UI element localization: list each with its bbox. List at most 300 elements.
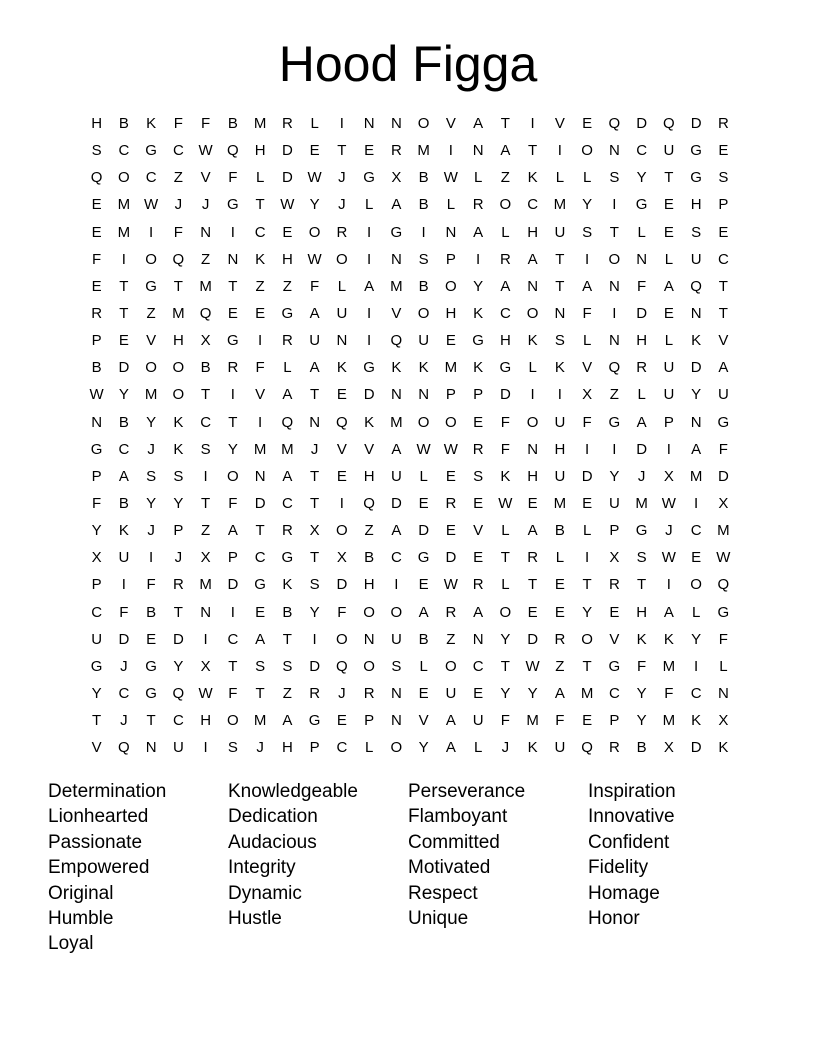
grid-letter: E xyxy=(663,304,674,322)
grid-letter: L xyxy=(582,522,592,540)
grid-letter: C xyxy=(118,684,130,702)
grid-letter: S xyxy=(309,576,320,594)
grid-letter: P xyxy=(91,332,102,350)
grid-letter: T xyxy=(255,522,265,540)
grid-letter: N xyxy=(227,250,239,268)
grid-letter: F xyxy=(500,712,510,730)
grid-letter: I xyxy=(476,250,481,268)
grid-letter: U xyxy=(608,494,620,512)
grid-letter: A xyxy=(282,386,293,404)
grid-letter: D xyxy=(581,467,593,485)
grid-letter: E xyxy=(527,494,538,512)
grid-letter: M xyxy=(553,196,567,214)
grid-letter: X xyxy=(200,332,211,350)
grid-letter: J xyxy=(120,657,128,675)
grid-letter: E xyxy=(473,413,484,431)
grid-letter: A xyxy=(663,603,674,621)
grid-letter: Z xyxy=(282,277,292,295)
grid-letter: A xyxy=(309,359,320,377)
grid-letter: J xyxy=(256,739,264,757)
grid-letter: F xyxy=(173,223,183,241)
grid-letter: T xyxy=(173,277,183,295)
grid-letter: O xyxy=(526,413,539,431)
grid-letter: R xyxy=(554,630,566,648)
word-list-item: Dynamic xyxy=(228,882,302,904)
grid-letter: P xyxy=(609,712,620,730)
grid-row xyxy=(83,273,737,300)
grid-letter: U xyxy=(554,413,566,431)
grid-row xyxy=(83,246,737,273)
grid-letter: G xyxy=(90,440,103,458)
grid-letter: R xyxy=(472,196,484,214)
grid-letter: D xyxy=(690,115,702,132)
grid-letter: M xyxy=(417,142,430,160)
grid-letter: Y xyxy=(636,712,647,730)
grid-letter: N xyxy=(390,684,402,702)
grid-letter: S xyxy=(691,223,702,241)
grid-row xyxy=(83,191,737,218)
grid-letter: I xyxy=(121,576,126,594)
grid-letter: S xyxy=(609,169,620,187)
grid-letter: I xyxy=(694,657,699,675)
grid-letter: Q xyxy=(390,332,403,350)
grid-letter: K xyxy=(663,630,674,648)
grid-letter: O xyxy=(690,576,702,594)
grid-letter: A xyxy=(582,277,593,295)
grid-letter: I xyxy=(339,115,344,132)
grid-letter: Y xyxy=(173,494,184,512)
grid-letter: R xyxy=(717,115,729,132)
grid-letter: W xyxy=(661,494,676,512)
grid-letter: G xyxy=(254,576,266,594)
grid-letter: T xyxy=(310,494,320,512)
grid-letter: Q xyxy=(118,739,130,757)
grid-letter: H xyxy=(499,332,511,350)
grid-letter: E xyxy=(445,467,456,485)
word-list-item: Respect xyxy=(408,882,478,904)
grid-letter: M xyxy=(199,576,212,594)
grid-letter: N xyxy=(390,386,402,404)
grid-letter: T xyxy=(528,142,538,160)
grid-letter: K xyxy=(146,115,157,132)
grid-letter: X xyxy=(718,494,729,512)
grid-letter: A xyxy=(445,739,456,757)
grid-letter: N xyxy=(390,115,402,132)
grid-letter: E xyxy=(336,467,347,485)
grid-letter: C xyxy=(200,413,212,431)
grid-letter: Q xyxy=(172,250,185,268)
grid-letter: K xyxy=(527,739,538,757)
grid-letter: P xyxy=(91,576,102,594)
grid-letter: G xyxy=(690,169,702,187)
grid-letter: R xyxy=(281,115,293,132)
grid-letter: N xyxy=(608,277,620,295)
grid-letter: M xyxy=(635,494,648,512)
grid-letter: P xyxy=(663,413,674,431)
grid-letter: D xyxy=(172,630,184,648)
grid-letter: W xyxy=(443,169,458,187)
grid-letter: N xyxy=(200,603,212,621)
grid-letter: O xyxy=(608,250,621,268)
grid-letter: U xyxy=(91,630,103,648)
grid-letter: I xyxy=(557,142,562,160)
grid-letter: R xyxy=(445,494,457,512)
grid-letter: R xyxy=(281,332,293,350)
grid-letter: O xyxy=(390,739,403,757)
grid-letter: I xyxy=(612,196,617,214)
grid-letter: G xyxy=(145,684,157,702)
grid-letter: K xyxy=(636,630,647,648)
grid-letter: R xyxy=(445,603,457,621)
grid-letter: K xyxy=(336,359,347,377)
grid-letter: M xyxy=(253,115,267,132)
grid-letter: W xyxy=(443,576,458,594)
grid-letter: P xyxy=(227,549,238,567)
grid-letter: A xyxy=(500,277,511,295)
grid-letter: Y xyxy=(636,169,647,187)
grid-letter: Q xyxy=(172,684,185,702)
grid-letter: U xyxy=(309,332,321,350)
grid-letter: Q xyxy=(690,277,702,295)
grid-letter: H xyxy=(527,467,539,485)
grid-letter: O xyxy=(145,250,157,268)
grid-letter: C xyxy=(118,440,130,458)
grid-letter: M xyxy=(199,277,212,295)
grid-letter: P xyxy=(364,712,375,730)
grid-letter: D xyxy=(445,549,457,567)
grid-letter: N xyxy=(390,250,402,268)
grid-letter: V xyxy=(364,440,375,458)
grid-letter: A xyxy=(282,467,293,485)
grid-letter: X xyxy=(91,549,102,567)
grid-letter: A xyxy=(118,467,129,485)
grid-letter: W xyxy=(525,657,540,675)
grid-letter: X xyxy=(309,522,320,540)
grid-letter: T xyxy=(92,712,102,730)
grid-letter: L xyxy=(283,359,292,377)
grid-letter: B xyxy=(636,739,647,757)
grid-letter: Q xyxy=(608,115,621,132)
grid-letter: L xyxy=(555,169,565,187)
grid-letter: H xyxy=(445,304,457,322)
grid-letter: I xyxy=(312,630,317,648)
grid-letter: Q xyxy=(199,304,212,322)
grid-letter: O xyxy=(499,603,512,621)
grid-letter: C xyxy=(172,712,184,730)
grid-letter: F xyxy=(228,169,238,187)
grid-letter: Z xyxy=(173,169,183,187)
word-list-item: Original xyxy=(48,882,114,904)
grid-letter: O xyxy=(499,196,512,214)
grid-letter: J xyxy=(501,739,510,757)
grid-letter: N xyxy=(363,630,375,648)
grid-letter: Z xyxy=(446,630,456,648)
grid-letter: N xyxy=(363,115,375,132)
grid-letter: E xyxy=(418,684,429,702)
grid-row xyxy=(83,490,737,517)
grid-letter: M xyxy=(390,413,403,431)
grid-letter: O xyxy=(417,115,430,132)
grid-letter: K xyxy=(691,332,702,350)
grid-letter: I xyxy=(394,576,399,594)
grid-letter: S xyxy=(582,223,593,241)
grid-letter: Y xyxy=(146,494,157,512)
grid-letter: E xyxy=(473,494,484,512)
grid-letter: V xyxy=(255,386,266,404)
grid-letter: T xyxy=(173,603,183,621)
grid-letter: T xyxy=(228,657,238,675)
grid-letter: Z xyxy=(609,386,619,404)
grid-letter: D xyxy=(636,115,648,132)
grid-letter: K xyxy=(527,332,538,350)
grid-letter: M xyxy=(580,684,594,702)
grid-letter: R xyxy=(608,739,620,757)
grid-letter: L xyxy=(473,169,483,187)
grid-letter: N xyxy=(254,467,266,485)
grid-letter: G xyxy=(390,223,403,241)
word-list-item: Innovative xyxy=(588,806,675,828)
grid-letter: E xyxy=(582,712,593,730)
grid-letter: B xyxy=(418,630,429,648)
grid-letter: Y xyxy=(527,684,538,702)
grid-letter: I xyxy=(530,386,535,404)
grid-letter: A xyxy=(445,712,456,730)
grid-letter: G xyxy=(717,603,730,621)
grid-letter: R xyxy=(227,359,239,377)
grid-letter: A xyxy=(473,603,484,621)
grid-letter: K xyxy=(554,359,565,377)
grid-letter: D xyxy=(281,142,293,160)
grid-letter: B xyxy=(418,169,429,187)
grid-letter: S xyxy=(91,142,102,160)
grid-letter: T xyxy=(555,277,565,295)
grid-letter: E xyxy=(691,549,702,567)
grid-letter: J xyxy=(174,549,183,567)
grid-letter: S xyxy=(227,739,238,757)
grid-letter: F xyxy=(555,712,565,730)
grid-letter: L xyxy=(664,332,674,350)
grid-letter: Q xyxy=(363,494,375,512)
grid-letter: J xyxy=(338,684,346,702)
grid-letter: J xyxy=(338,169,346,187)
grid-letter: G xyxy=(499,359,512,377)
grid-letter: S xyxy=(473,467,484,485)
grid-letter: E xyxy=(554,603,565,621)
grid-letter: C xyxy=(254,549,266,567)
grid-letter: T xyxy=(500,657,510,675)
grid-letter: E xyxy=(118,332,129,350)
grid-row xyxy=(83,327,737,354)
grid-letter: E xyxy=(336,712,347,730)
grid-letter: O xyxy=(581,630,593,648)
grid-letter: G xyxy=(227,332,239,350)
grid-letter: T xyxy=(119,277,129,295)
grid-letter: M xyxy=(662,712,676,730)
grid-letter: O xyxy=(581,142,593,160)
grid-letter: W xyxy=(280,196,295,214)
grid-letter: T xyxy=(582,576,592,594)
grid-letter: U xyxy=(663,142,675,160)
grid-letter: V xyxy=(336,440,347,458)
grid-letter: C xyxy=(390,549,402,567)
grid-letter: O xyxy=(445,277,457,295)
grid-letter: C xyxy=(172,142,184,160)
grid-letter: P xyxy=(473,386,484,404)
grid-letter: B xyxy=(200,359,211,377)
grid-letter: I xyxy=(421,223,426,241)
grid-letter: A xyxy=(718,359,729,377)
grid-letter: T xyxy=(255,196,265,214)
grid-letter: A xyxy=(364,277,375,295)
grid-letter: H xyxy=(363,467,375,485)
grid-letter: M xyxy=(253,712,267,730)
grid-letter: A xyxy=(255,630,266,648)
grid-row xyxy=(83,409,737,436)
grid-letter: L xyxy=(364,739,374,757)
grid-letter: R xyxy=(390,142,402,160)
grid-letter: Y xyxy=(173,657,184,675)
word-list-item: Homage xyxy=(588,882,660,904)
grid-letter: A xyxy=(636,413,647,431)
grid-letter: A xyxy=(391,440,402,458)
grid-letter: G xyxy=(717,413,730,431)
grid-letter: V xyxy=(391,304,402,322)
grid-letter: T xyxy=(337,142,347,160)
grid-letter: Y xyxy=(691,386,702,404)
grid-letter: C xyxy=(608,684,620,702)
grid-letter: M xyxy=(253,440,267,458)
grid-letter: O xyxy=(363,603,375,621)
grid-letter: F xyxy=(310,277,320,295)
grid-letter: G xyxy=(417,549,430,567)
grid-letter: I xyxy=(258,413,263,431)
grid-letter: P xyxy=(173,522,184,540)
grid-letter: L xyxy=(419,467,428,485)
grid-letter: G xyxy=(281,549,294,567)
grid-letter: Y xyxy=(309,196,320,214)
grid-letter: M xyxy=(526,712,539,730)
grid-letter: K xyxy=(173,440,184,458)
grid-letter: I xyxy=(149,549,154,567)
grid-letter: E xyxy=(609,603,620,621)
grid-letter: T xyxy=(310,467,320,485)
grid-letter: W xyxy=(198,684,213,702)
grid-letter: V xyxy=(609,630,620,648)
grid-letter: H xyxy=(363,576,375,594)
grid-letter: S xyxy=(146,467,157,485)
grid-letter: L xyxy=(310,115,319,132)
grid-letter: N xyxy=(472,630,484,648)
grid-letter: H xyxy=(636,603,648,621)
grid-letter: I xyxy=(585,549,590,567)
grid-letter: A xyxy=(500,142,511,160)
grid-letter: B xyxy=(364,549,375,567)
grid-row xyxy=(83,599,737,626)
word-list-item: Audacious xyxy=(228,831,317,853)
word-list-item: Passionate xyxy=(48,831,143,853)
grid-letter: F xyxy=(718,440,728,458)
grid-letter: M xyxy=(117,223,131,241)
grid-letter: C xyxy=(636,142,648,160)
grid-letter: K xyxy=(282,576,293,594)
grid-letter: Y xyxy=(118,386,129,404)
grid-letter: D xyxy=(636,440,648,458)
grid-letter: S xyxy=(255,657,266,675)
grid-row xyxy=(83,436,737,463)
grid-letter: W xyxy=(144,196,159,214)
grid-letter: E xyxy=(473,549,484,567)
grid-letter: T xyxy=(282,630,292,648)
grid-letter: P xyxy=(609,522,620,540)
grid-letter: F xyxy=(500,413,510,431)
grid-letter: H xyxy=(527,223,539,241)
grid-letter: G xyxy=(472,332,484,350)
grid-letter: J xyxy=(338,196,346,214)
grid-letter: N xyxy=(309,413,321,431)
grid-letter: E xyxy=(663,223,674,241)
grid-letter: U xyxy=(717,386,729,404)
grid-letter: D xyxy=(690,359,702,377)
word-list-item: Lionhearted xyxy=(48,806,149,828)
grid-letter: Y xyxy=(309,603,320,621)
grid-letter: T xyxy=(718,304,728,322)
grid-letter: X xyxy=(200,549,211,567)
grid-letter: E xyxy=(336,386,347,404)
grid-letter: S xyxy=(200,440,211,458)
grid-letter: F xyxy=(637,277,647,295)
grid-letter: H xyxy=(281,739,293,757)
grid-letter: I xyxy=(557,386,562,404)
grid-letter: C xyxy=(281,494,293,512)
word-list-item: Determination xyxy=(48,781,167,802)
grid-letter: A xyxy=(391,196,402,214)
grid-letter: O xyxy=(336,522,348,540)
grid-letter: N xyxy=(636,250,648,268)
grid-letter: F xyxy=(201,115,211,132)
grid-letter: I xyxy=(339,494,344,512)
grid-letter: N xyxy=(445,223,457,241)
grid-letter: T xyxy=(718,277,728,295)
grid-letter: C xyxy=(227,630,239,648)
word-list-item: Confident xyxy=(588,831,670,853)
grid-letter: F xyxy=(228,494,238,512)
word-list-item: Committed xyxy=(408,831,500,853)
grid-letter: E xyxy=(582,494,593,512)
grid-letter: M xyxy=(444,359,458,377)
grid-letter: E xyxy=(91,196,102,214)
word-list-item: Flamboyant xyxy=(408,806,508,828)
grid-letter: Y xyxy=(500,630,511,648)
grid-letter: G xyxy=(145,142,157,160)
grid-letter: E xyxy=(527,603,538,621)
grid-letter: L xyxy=(419,657,428,675)
grid-letter: Z xyxy=(146,304,156,322)
grid-letter: U xyxy=(663,359,675,377)
grid-letter: G xyxy=(145,277,157,295)
word-list-item: Inspiration xyxy=(588,781,676,802)
grid-letter: H xyxy=(636,332,648,350)
word-list-item: Dedication xyxy=(228,806,318,828)
grid-letter: A xyxy=(663,277,674,295)
grid-letter: G xyxy=(635,522,648,540)
word-list-item: Motivated xyxy=(408,857,491,879)
grid-letter: E xyxy=(91,277,102,295)
grid-letter: L xyxy=(501,223,510,241)
grid-letter: S xyxy=(554,332,565,350)
grid-letter: M xyxy=(689,467,703,485)
grid-letter: Y xyxy=(91,684,102,702)
grid-letter: L xyxy=(664,250,674,268)
